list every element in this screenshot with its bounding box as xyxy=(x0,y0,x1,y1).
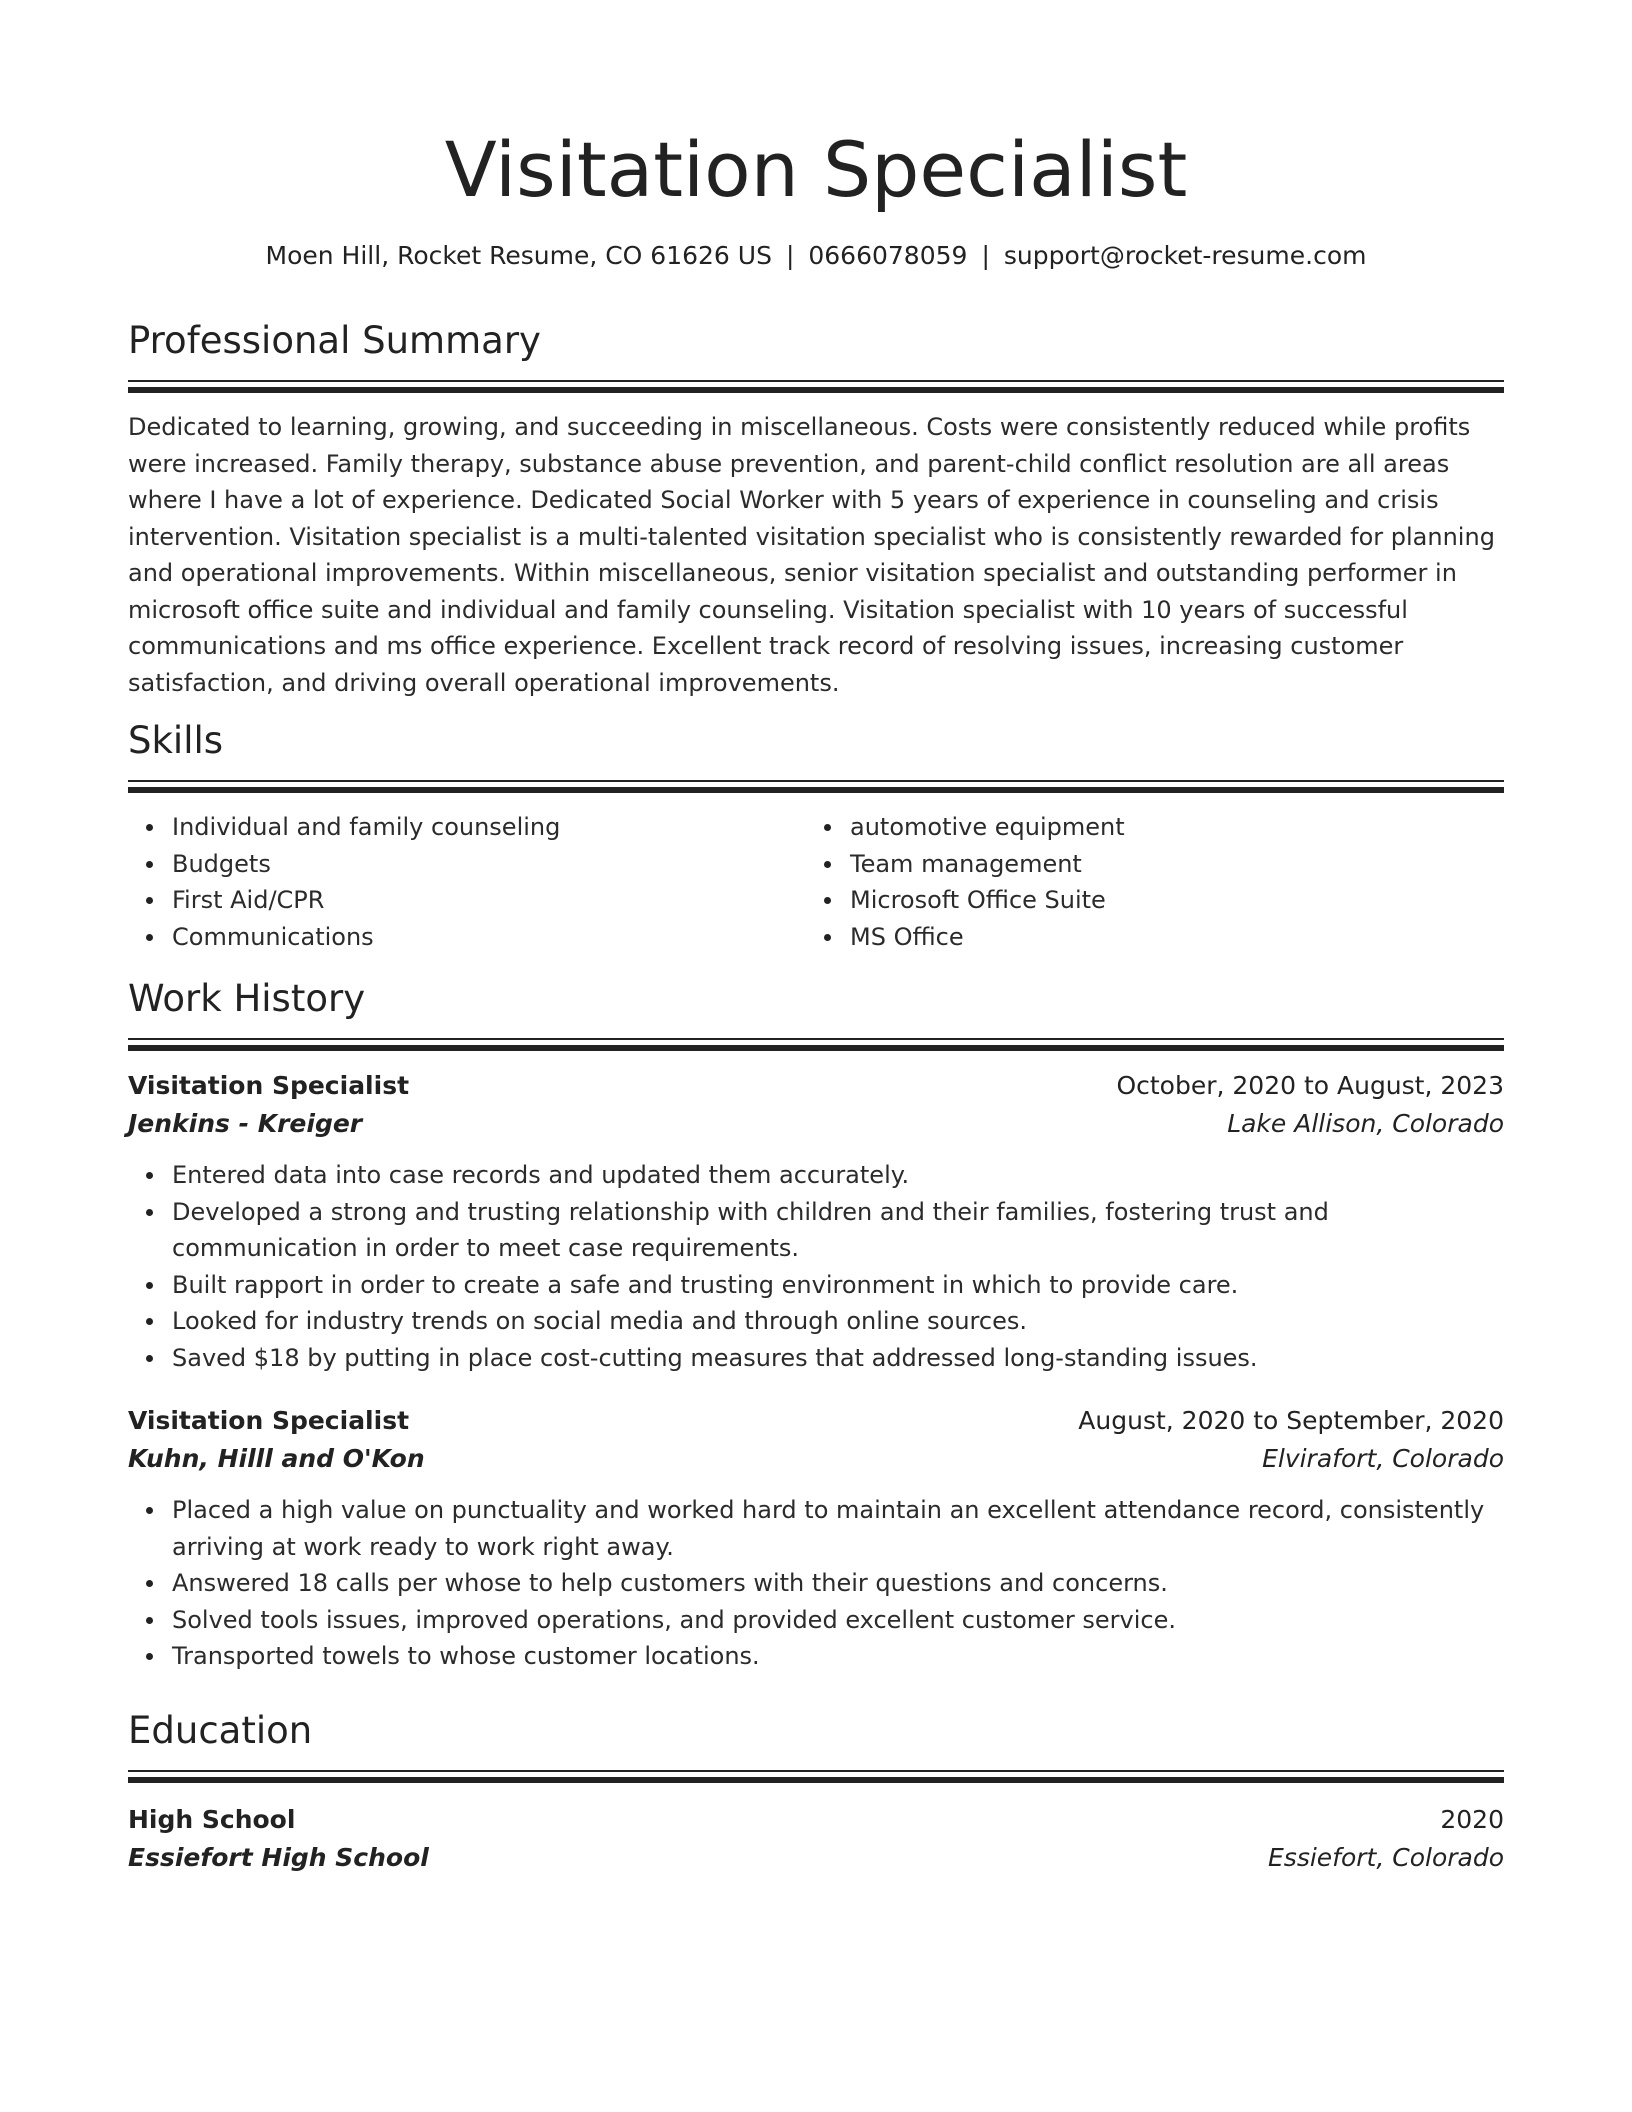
skill-item: MS Office xyxy=(850,919,1484,956)
section-title-skills: Skills xyxy=(128,719,224,762)
education-location: Essiefort, Colorado xyxy=(1268,1843,1504,1872)
section-divider xyxy=(128,787,1504,793)
section-divider xyxy=(128,1045,1504,1051)
section-divider xyxy=(128,380,1504,382)
section-title-work: Work History xyxy=(128,977,366,1020)
contact-address: Moen Hill, Rocket Resume, CO 61626 US xyxy=(265,241,772,270)
job-duties xyxy=(128,1492,1504,1675)
education-year: 2020 xyxy=(1440,1805,1504,1834)
candidate-name: Visitation Specialist xyxy=(444,125,1188,214)
education-header-row xyxy=(128,1801,1504,1839)
job-duty: Entered data into case records and updated them accurately. xyxy=(172,1157,1504,1194)
skill-item: Budgets xyxy=(172,846,806,883)
contact-email[interactable]: support@rocket-resume.com xyxy=(1003,241,1367,270)
job-company: Kuhn, Hilll and O'Kon xyxy=(128,1444,425,1473)
section-divider xyxy=(128,1777,1504,1783)
job-duty: Built rapport in order to create a safe and trusting environment in which to provide care. xyxy=(172,1267,1504,1304)
job-header-row xyxy=(128,1067,1504,1105)
job-duty: Solved tools issues, improved operations, and provided excellent customer service. xyxy=(172,1602,1504,1639)
education-degree: High School xyxy=(128,1805,296,1834)
section-title-education: Education xyxy=(128,1709,313,1752)
work-history-section xyxy=(128,974,1504,1675)
job-header-row xyxy=(128,1402,1504,1440)
education-entry xyxy=(128,1801,1504,1877)
job-dates: October, 2020 to August, 2023 xyxy=(1116,1071,1504,1100)
job-duty: Saved $18 by putting in place cost-cutting measures that addressed long-standing issues. xyxy=(172,1340,1504,1377)
skills-section xyxy=(128,716,1504,955)
skill-item: automotive equipment xyxy=(850,809,1484,846)
skills-column-right xyxy=(806,809,1484,955)
section-divider xyxy=(128,1770,1504,1772)
job-duty: Transported towels to whose customer locations. xyxy=(172,1638,1504,1675)
skill-item: Team management xyxy=(850,846,1484,883)
skill-item: Communications xyxy=(172,919,806,956)
contact-separator: | xyxy=(981,241,990,270)
section-divider xyxy=(128,387,1504,393)
summary-section xyxy=(128,316,1504,701)
section-divider xyxy=(128,780,1504,782)
summary-text: Dedicated to learning, growing, and succeeding in miscellaneous. Costs were consistently reduced while profits were increased. Family therapy, substance abuse prevention, and parent-child conflict resolution are all areas where I have a lot of experience. Dedicated Social Worker with 5 years of experience in counseling and crisis intervention. Visitation specialist is a multi-talented visitation specialist who is consistently rewarded for planning and operational improvements. Within miscellaneous, senior visitation specialist and outstanding performer in microsoft office suite and individual and family counseling. Visitation specialist with 10 years of successful communications and ms office experience. Excellent track record of resolving issues, increasing customer satisfaction, and driving overall operational improvements. xyxy=(128,413,1495,697)
education-school: Essiefort High School xyxy=(128,1843,429,1872)
skills-column-left xyxy=(128,809,806,955)
job-dates: August, 2020 to September, 2020 xyxy=(1078,1406,1504,1435)
section-title-summary: Professional Summary xyxy=(128,319,541,362)
job-duty: Placed a high value on punctuality and worked hard to maintain an excellent attendance record, consistently arriving at work ready to work right away. xyxy=(172,1492,1504,1565)
job-duty: Looked for industry trends on social media and through online sources. xyxy=(172,1303,1504,1340)
education-section xyxy=(128,1706,1504,1877)
contact-phone[interactable]: 0666078059 xyxy=(808,241,968,270)
job-title: Visitation Specialist xyxy=(128,1406,410,1435)
job-duties xyxy=(128,1157,1504,1376)
skills-grid xyxy=(128,809,1504,955)
job-company-row xyxy=(128,1440,1504,1478)
job-company: Jenkins - Kreiger xyxy=(128,1109,363,1138)
job-duty: Answered 18 calls per whose to help customers with their questions and concerns. xyxy=(172,1565,1504,1602)
job-entry xyxy=(128,1067,1504,1376)
section-divider xyxy=(128,1038,1504,1040)
job-location: Lake Allison, Colorado xyxy=(1227,1109,1504,1138)
skill-item: First Aid/CPR xyxy=(172,882,806,919)
contact-separator: | xyxy=(785,241,795,270)
education-school-row xyxy=(128,1839,1504,1877)
job-location: Elvirafort, Colorado xyxy=(1262,1444,1504,1473)
skill-item: Microsoft Office Suite xyxy=(850,882,1484,919)
job-entry xyxy=(128,1402,1504,1675)
contact-line xyxy=(128,238,1504,274)
skill-item: Individual and family counseling xyxy=(172,809,806,846)
job-title: Visitation Specialist xyxy=(128,1071,410,1100)
job-company-row xyxy=(128,1105,1504,1143)
job-duty: Developed a strong and trusting relationship with children and their families, fostering trust and communication in order to meet case requirements. xyxy=(172,1194,1504,1267)
